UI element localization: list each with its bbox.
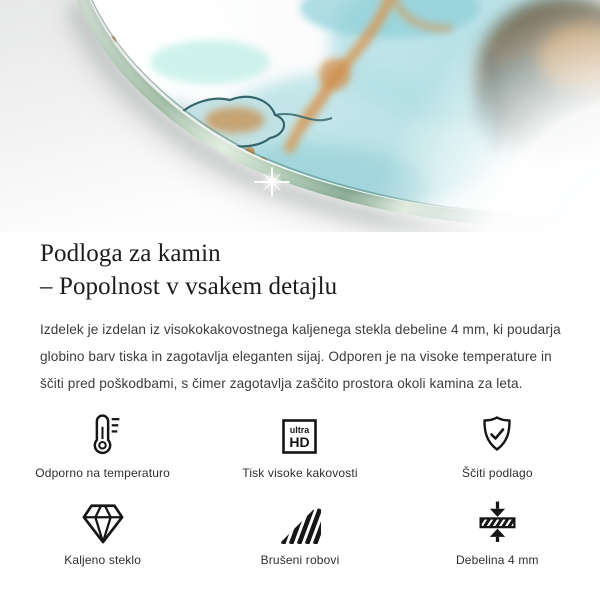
glass-disc-image <box>0 0 600 232</box>
feature-label: Ščiti podlago <box>461 465 533 480</box>
polished-edges-icon <box>279 498 321 544</box>
page-title-line1: Podloga za kamin <box>40 240 221 267</box>
shield-check-icon <box>475 411 519 457</box>
diamond-icon <box>80 498 126 544</box>
thermometer-icon <box>80 411 125 457</box>
page-title-line2: – Popolnost v vsakem detajlu <box>40 273 338 300</box>
feature-grid <box>0 411 600 567</box>
feature-label: Odporno na temperaturo <box>35 465 171 480</box>
svg-text:ultra: ultra <box>290 424 310 435</box>
thickness-icon <box>475 498 520 544</box>
product-description-block <box>0 237 600 397</box>
feature-label: Brušeni robovi <box>260 552 340 567</box>
feature-protection <box>399 411 596 480</box>
product-description-text: Izdelek je izdelan iz visokokakovostnega kaljenega stekla debeline 4 mm, ki poudarja globino barv tiska in zagotavlja eleganten sijaj. Odporen je na visoke temperature in ščiti pred poškodbami, s čimer zagotavlja zaščito prostora okoli kamina za leta. <box>40 322 561 391</box>
ultra-hd-icon <box>279 411 320 457</box>
feature-label: Tisk visoke kakovosti <box>242 465 358 480</box>
feature-temperature <box>4 411 201 480</box>
feature-label: Debelina 4 mm <box>455 552 539 567</box>
svg-text:HD: HD <box>289 433 311 450</box>
feature-thickness <box>399 498 596 567</box>
feature-print-quality <box>201 411 398 480</box>
feature-tempered-glass <box>4 498 201 567</box>
photo-fade <box>300 0 600 232</box>
feature-polished-edges <box>201 498 398 567</box>
feature-label: Kaljeno steklo <box>64 552 142 567</box>
product-photo <box>0 0 600 232</box>
page-title <box>40 237 560 303</box>
